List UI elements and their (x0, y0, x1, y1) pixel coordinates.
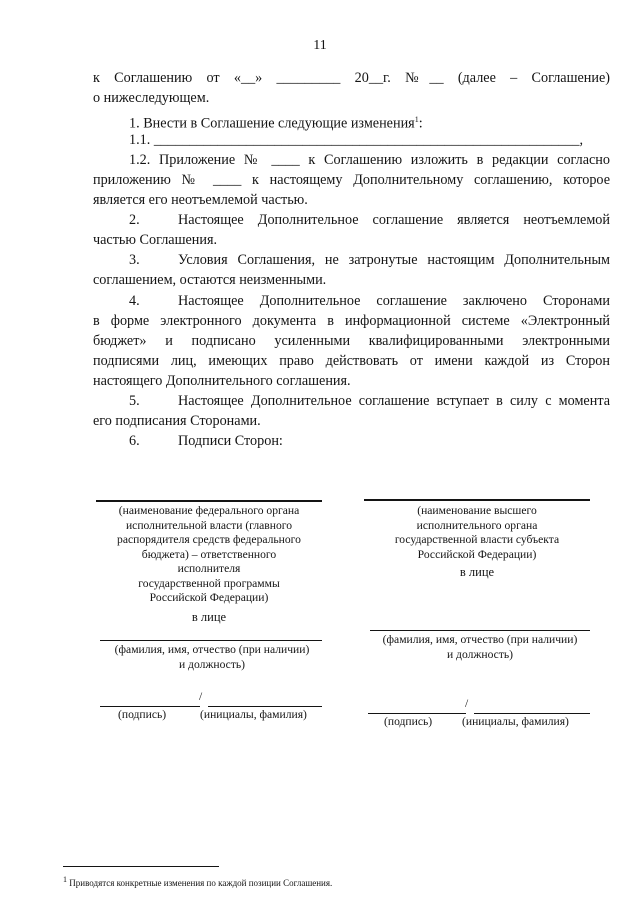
right-fio-line (370, 630, 590, 631)
item-1-colon: : (418, 115, 423, 132)
left-name-line-3: распорядителя средств федерального (117, 533, 301, 546)
right-signature-line[interactable] (368, 713, 466, 714)
left-fio-line (100, 640, 322, 641)
left-name-line-4: бюджета) – ответственного (141, 547, 277, 561)
item-1-1: 1.1. ____________________________________________________________, (129, 132, 583, 148)
left-in-person: в лице (191, 610, 227, 624)
left-name-line-2: исполнительной власти (главного (125, 518, 293, 532)
left-signature-label: (подпись) (118, 708, 167, 721)
right-slash: / (465, 697, 469, 710)
right-name-line (364, 499, 590, 501)
item-6-number: 6. (129, 433, 140, 449)
item-2-line-1: Настоящее Дополнительное соглашение является неотъемлемой (178, 212, 610, 228)
item-1-2-line-2: приложению № ____ к настоящему Дополнительному соглашению, которое (93, 172, 610, 188)
right-initials-line[interactable] (474, 713, 590, 714)
right-name-line-1: (наименование высшего (417, 504, 537, 517)
footnote-mark: 1 (63, 875, 67, 884)
item-4-number: 4. (129, 293, 140, 309)
left-fio-line-2: и должность) (178, 657, 246, 671)
right-fio-line-1: (фамилия, имя, отчество (при наличии) (382, 633, 578, 646)
item-4-line-3: бюджет» и подписано усиленными квалифицированными электронными (93, 333, 610, 349)
intro-line-1: к Соглашению от «__» _________ 20__г. №__ (далее – Соглашение) (93, 70, 610, 86)
item-4-line-2: в форме электронного документа в информационной системе «Электронный (93, 313, 610, 329)
left-party-name (96, 504, 322, 606)
left-fio-caption (96, 643, 328, 672)
left-initials-line[interactable] (208, 706, 322, 707)
item-5-number: 5. (129, 393, 140, 409)
right-name-line-4: Российской Федерации) (417, 547, 537, 561)
item-4-line-1: Настоящее Дополнительное соглашение заключено Сторонами (178, 293, 610, 309)
item-4-line-4: подписями лиц, имеющих право действовать от имени каждой из Сторон (93, 353, 610, 369)
footnote-text: Приводятся конкретные изменения по каждой позиции Соглашения. (69, 878, 333, 888)
footnote-ref[interactable]: 1 (414, 115, 419, 124)
item-3-line-1: Условия Соглашения, не затронутые настоящим Дополнительным (178, 252, 610, 268)
right-fio-caption (364, 633, 596, 662)
left-slash: / (199, 690, 203, 703)
item-1-2-line-1: 1.2. Приложение № ____ к Соглашению изложить в редакции согласно (129, 152, 610, 168)
left-name-line-7: Российской Федерации) (149, 591, 269, 604)
footnote (63, 874, 332, 889)
item-2-number: 2. (129, 212, 140, 228)
item-1-text: 1. Внести в Соглашение следующие изменения (129, 115, 415, 132)
left-name-line-6: государственной программы (138, 576, 280, 590)
intro-line-2: о нижеследующем. (93, 90, 210, 106)
right-fio-line-2: и должность) (446, 647, 514, 661)
item-5-line-2: его подписания Сторонами. (93, 413, 261, 429)
right-name-line-3: государственной власти субъекта (394, 533, 560, 546)
item-1-2-line-3: является его неотъемлемой частью. (93, 192, 308, 208)
item-6-text: Подписи Сторон: (178, 433, 283, 449)
item-2-line-2: частью Соглашения. (93, 232, 218, 248)
item-4-line-5: настоящего Дополнительного соглашения. (93, 373, 351, 389)
left-fio-line-1: (фамилия, имя, отчество (при наличии) (114, 643, 310, 656)
right-initials-label: (инициалы, фамилия) (462, 715, 569, 728)
right-signature-label: (подпись) (384, 715, 433, 728)
left-signature-line[interactable] (100, 706, 200, 707)
item-3-number: 3. (129, 252, 140, 268)
item-5-line-1: Настоящее Дополнительное соглашение вступает в силу с момента (178, 393, 610, 409)
left-initials-label: (инициалы, фамилия) (200, 708, 307, 721)
right-in-person: в лице (459, 565, 495, 579)
right-party-name (364, 504, 590, 562)
page-number: 11 (313, 38, 327, 53)
left-name-line-5: исполнителя (177, 562, 241, 575)
item-3-line-2: соглашением, остаются неизменными. (93, 272, 327, 288)
right-name-line-2: исполнительного органа (416, 518, 538, 532)
left-name-line (96, 500, 322, 502)
left-name-line-1: (наименование федерального органа (118, 504, 300, 517)
footnote-separator (63, 866, 219, 867)
